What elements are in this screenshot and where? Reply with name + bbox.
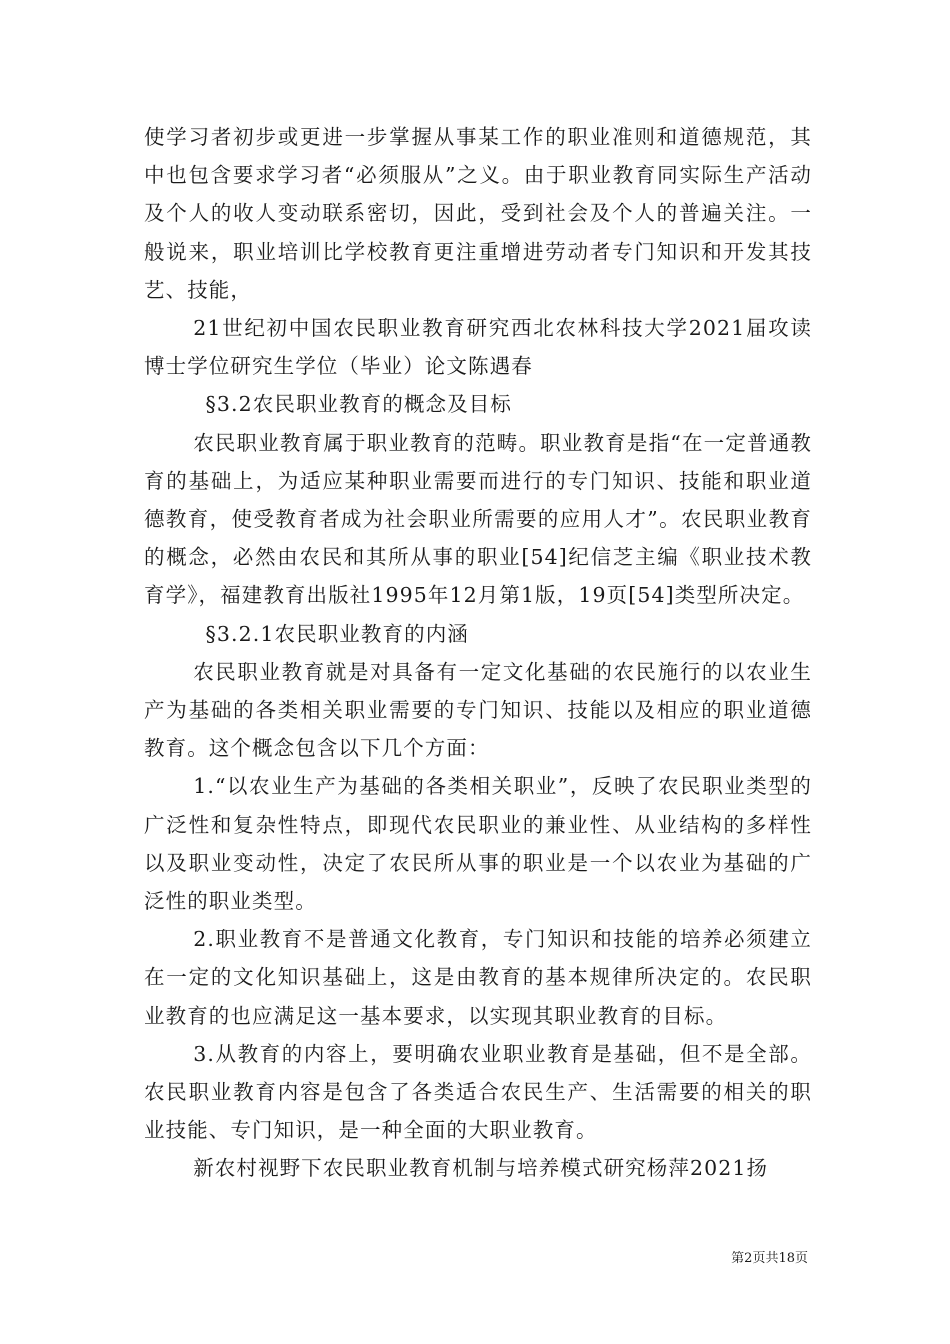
list-item-2: 2.职业教育不是普通文化教育，专门知识和技能的培养必须建立在一定的文化知识基础上，这是由教育的基本规律所决定的。农民职业教育的也应满足这一基本要求，以实现其职业教育的目标。 (144, 927, 812, 1028)
list-item-1: 1.“以农业生产为基础的各类相关职业”，反映了农民职业类型的广泛性和复杂性特点，即现代农民职业的兼业性、从业结构的多样性以及职业变动性，决定了农民所从事的职业是一个以农业为基础的广泛性的职业类型。 (144, 774, 812, 914)
section-heading-3-2: §3.2农民职业教育的概念及目标 (205, 392, 512, 417)
section-heading-3-2-1: §3.2.1农民职业教育的内涵 (205, 621, 469, 646)
page-number: 第2页共18页 (731, 1251, 808, 1266)
paragraph-definition: 农民职业教育属于职业教育的范畴。职业教育是指“在一定普通教育的基础上，为适应某种职业需要而进行的专门知识、技能和职业道德教育，使受教育者成为社会职业所需要的应用人才”。农民职业教育的概念，必然由农民和其所从事的职业[54]纪信芝主编《职业技术教育学》，福建教育出版社1995年12月第1版，19页[54]类型所决定。 (144, 430, 812, 608)
document-body (144, 118, 812, 1188)
paragraph-continued: 使学习者初步或更进一步掌握从事某工作的职业准则和道德规范，其中也包含要求学习者“必须服从”之义。由于职业教育同实际生产活动及个人的收人变动联系密切，因此，受到社会及个人的普遍关注。一般说来，职业培训比学校教育更注重增进劳动者专门知识和开发其技艺、技能， (144, 125, 812, 302)
paragraph-citation: 21世纪初中国农民职业教育研究西北农林科技大学2021届攻读博士学位研究生学位（毕业）论文陈遇春 (144, 316, 812, 379)
list-item-3: 3.从教育的内容上，要明确农业职业教育是基础，但不是全部。农民职业教育内容是包含了各类适合农民生产、生活需要的相关的职业技能、专门知识，是一种全面的大职业教育。 (144, 1041, 812, 1143)
page-footer (0, 1247, 950, 1266)
paragraph-citation-2: 新农村视野下农民职业教育机制与培养模式研究杨萍2021扬 (193, 1156, 769, 1181)
paragraph-connotation: 农民职业教育就是对具备有一定文化基础的农民施行的以农业生产为基础的各类相关职业需要的专门知识、技能以及相应的职业道德教育。这个概念包含以下几个方面： (144, 659, 812, 761)
